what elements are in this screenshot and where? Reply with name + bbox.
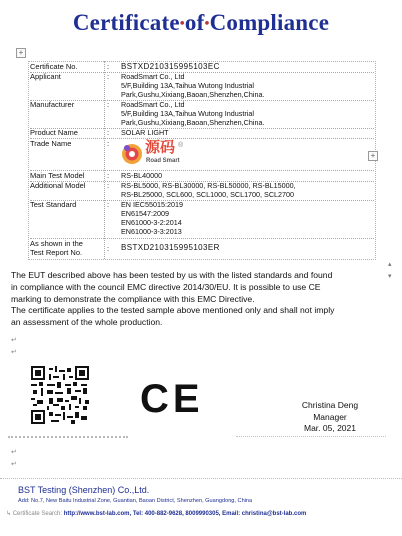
statement-line: in compliance with the council EMC directive 2014/30/EU. It is possible to use CE <box>11 281 321 292</box>
trade-name-label: Trade Name <box>30 139 72 148</box>
row-additional-model <box>30 181 374 201</box>
additional-model-line: RS-BL25000, SCL600, SCL1000, SCL1700, SCL2700 <box>121 190 295 199</box>
footer-divider <box>0 478 402 479</box>
test-report-label <box>30 239 83 257</box>
signature-dotted-line <box>8 436 128 438</box>
colon: : <box>107 128 110 137</box>
title-separator: • <box>179 16 185 32</box>
row-product-name <box>30 128 374 139</box>
applicant-line: RoadSmart Co., Ltd <box>121 72 185 81</box>
paragraph-mark: ↵ <box>11 349 17 356</box>
main-test-model-value: RS-BL40000 <box>121 171 163 180</box>
certificate-no-label: Certificate No. <box>30 62 78 71</box>
test-standard-label: Test Standard <box>30 200 77 209</box>
row-applicant <box>30 72 374 101</box>
test-standard-line: EN IEC55015:2019 <box>121 200 183 209</box>
applicant-value <box>121 72 264 99</box>
title-word-compliance: Compliance <box>209 10 330 35</box>
additional-model-value <box>121 181 296 199</box>
applicant-line: 5/F,Building 13A,Taihua Wutong Industrial <box>121 81 254 90</box>
manufacturer-line: 5/F,Building 13A,Taihua Wutong Industrial <box>121 109 254 118</box>
test-standard-line: EN61000-3-3:2013 <box>121 227 182 236</box>
statement-line: The certificate applies to the tested sample above mentioned only and shall not imply <box>11 305 335 316</box>
qr-code-icon <box>31 366 89 424</box>
colon: : <box>107 139 110 148</box>
search-arrow-icon: ↳ <box>6 511 12 517</box>
registered-mark: ® <box>178 142 184 149</box>
signatory-position: Manager <box>313 411 347 422</box>
trade-name-english: Road Smart <box>146 158 180 164</box>
row-test-report <box>30 239 374 258</box>
statement-line: The EUT described above has been tested by us with the listed standards and found <box>11 270 333 280</box>
signatory-name: Christina Deng <box>301 400 359 410</box>
footer-address: Add: No.7, New Baitu Industrial Zone, Guantian, Baoan District, Shenzhen, Guangdong, China <box>18 498 253 504</box>
certificate-no-value: BSTXD210315995103EC <box>121 62 220 71</box>
manufacturer-label: Manufacturer <box>30 100 75 109</box>
signatory-block <box>280 400 380 435</box>
test-standard-value <box>121 200 183 236</box>
footer-search-row <box>6 510 306 517</box>
table-move-handle[interactable]: + <box>16 48 26 58</box>
manufacturer-value <box>121 100 264 127</box>
statement-line: an assessment of the whole production. <box>11 317 163 328</box>
roadsmart-logo-icon <box>121 142 143 166</box>
additional-model-label: Additional Model <box>30 181 86 190</box>
product-name-label: Product Name <box>30 128 78 137</box>
colon: : <box>107 62 110 71</box>
compliance-statement <box>11 270 396 329</box>
title-word-certificate: Certificate <box>72 10 180 35</box>
applicant-line: Park,Gushu,Xixiang,Baoan,Shenzhen,China. <box>121 90 265 99</box>
trade-name-chinese: 源码 <box>145 139 176 156</box>
paragraph-mark: ↵ <box>11 449 17 456</box>
test-report-label-line: As shown in the <box>30 239 83 248</box>
title-word-of: of <box>184 10 205 35</box>
scroll-down-arrow[interactable]: ▾ <box>388 273 392 280</box>
statement-line: marking to demonstrate the compliance with this EMC Directive. <box>11 293 255 304</box>
colon: : <box>107 72 110 81</box>
footer-company: BST Testing (Shenzhen) Co.,Ltd. <box>18 485 150 495</box>
manufacturer-line: Park,Gushu,Xixiang,Baoan,Shenzhen,China. <box>121 118 265 127</box>
product-name-value: SOLAR LIGHT <box>121 128 169 137</box>
manufacturer-line: RoadSmart Co., Ltd <box>121 100 185 109</box>
paragraph-mark: ↵ <box>11 337 17 344</box>
ce-mark: CE <box>140 377 204 421</box>
colon: : <box>107 181 110 190</box>
title-separator: • <box>204 16 210 32</box>
colon: : <box>107 200 110 209</box>
test-standard-line: EN61547:2009 <box>121 209 169 218</box>
test-report-label-line: Test Report No. <box>30 248 83 257</box>
footer-contact[interactable]: http://www.bst-lab.com, Tel: 400-882-9628, 8009990305, Email: christina@bst-lab.com <box>63 511 307 517</box>
row-add-handle[interactable]: + <box>368 151 378 161</box>
colon: : <box>107 100 110 109</box>
row-manufacturer <box>30 100 374 129</box>
test-report-value: BSTXD210315995103ER <box>121 243 220 252</box>
row-test-standard <box>30 200 374 239</box>
row-trade-name <box>30 139 374 171</box>
additional-model-line: RS-BL5000, RS-BL30000, RS-BL50000, RS-BL15000, <box>121 181 296 190</box>
colon: : <box>107 244 110 253</box>
signatory-dotted-line <box>236 436 386 437</box>
paragraph-mark: ↵ <box>11 461 17 468</box>
colon: : <box>107 171 110 180</box>
applicant-label: Applicant <box>30 72 61 81</box>
scroll-up-arrow[interactable]: ▴ <box>388 261 392 268</box>
certificate-title <box>0 10 402 36</box>
signatory-date: Mar. 05, 2021 <box>304 423 356 433</box>
footer-search-label: Certificate Search: <box>12 511 63 517</box>
main-test-model-label: Main Test Model <box>30 171 85 180</box>
test-standard-line: EN61000-3-2:2014 <box>121 218 182 227</box>
